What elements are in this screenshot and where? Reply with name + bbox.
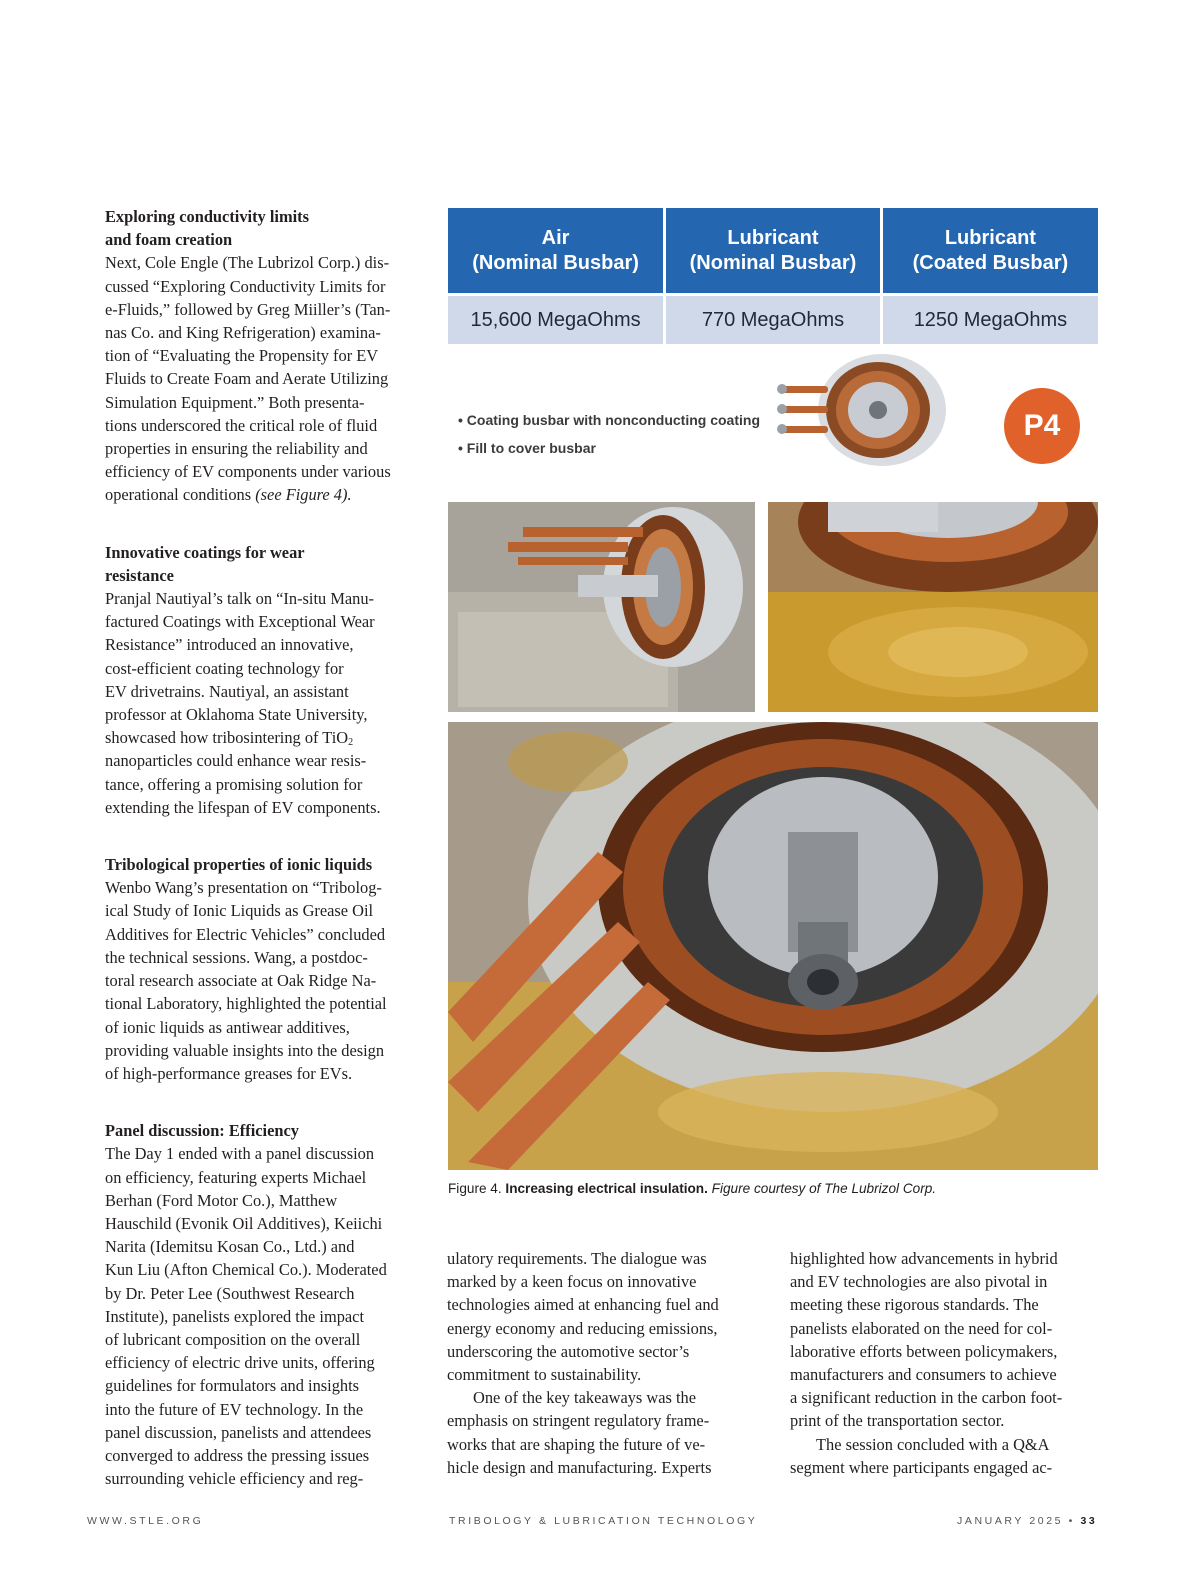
caption-title: Increasing electrical insulation. xyxy=(505,1181,708,1196)
body-line: e-Fluids,” followed by Greg Miiller’s (Tan- xyxy=(105,299,391,319)
body-line: of ionic liquids as antiwear additives, xyxy=(105,1017,350,1037)
body-line: surrounding vehicle efficiency and reg- xyxy=(105,1469,364,1489)
footer-publication: TRIBOLOGY & LUBRICATION TECHNOLOGY xyxy=(449,1515,758,1527)
body-line: cussed “Exploring Conductivity Limits for xyxy=(105,276,386,296)
body-line xyxy=(105,483,417,506)
body-line: of lubricant composition on the overall xyxy=(105,1329,361,1349)
body-line: nanoparticles could enhance wear resis- xyxy=(105,751,367,771)
figure-reference: (see Figure 4). xyxy=(255,485,352,505)
table-cell: 1250 MegaOhms xyxy=(881,295,1098,344)
table-header-cell xyxy=(881,208,1098,295)
body-line: One of the key takeaways was the xyxy=(473,1388,697,1408)
column-paragraph xyxy=(790,1247,1102,1433)
body-line: EV drivetrains. Nautiyal, an assistant xyxy=(105,681,349,701)
table-row xyxy=(448,295,1098,344)
body-line: cost-efficient coating technology for xyxy=(105,658,344,678)
body-line: energy economy and reducing emissions, xyxy=(447,1318,718,1338)
body-line: ical Study of Ionic Liquids as Grease Oil xyxy=(105,901,374,921)
insulation-table xyxy=(448,208,1098,344)
heading-line: and foam creation xyxy=(105,230,233,250)
heading-line: resistance xyxy=(105,565,174,585)
body-line: manufacturers and consumers to achieve xyxy=(790,1365,1057,1385)
body-line: ulatory requirements. The dialogue was xyxy=(447,1249,707,1268)
section-ionic-liquids xyxy=(105,853,417,1085)
body-line: extending the lifespan of EV components. xyxy=(105,797,381,817)
left-column xyxy=(105,205,417,1524)
motor-stator-submerged-photo xyxy=(448,722,1098,1170)
body-line: print of the transportation sector. xyxy=(790,1411,1005,1431)
body-line: a significant reduction in the carbon foot- xyxy=(790,1388,1063,1408)
body-line: marked by a keen focus on innovative xyxy=(447,1272,697,1292)
body-text: showcased how tribosintering of TiO xyxy=(105,728,349,748)
body-line: the technical sessions. Wang, a postdoc- xyxy=(105,947,368,967)
p4-badge: P4 xyxy=(1004,388,1080,464)
figure-caption xyxy=(448,1181,936,1196)
figure-bullets xyxy=(458,406,760,462)
section-panel-discussion xyxy=(105,1119,417,1490)
footer-date-page xyxy=(957,1515,1097,1527)
section-heading xyxy=(105,1119,417,1142)
column-c xyxy=(790,1247,1102,1479)
bullet-item: • Fill to cover busbar xyxy=(458,440,596,456)
body-line: tance, offering a promising solution for xyxy=(105,774,363,794)
body-line: toral research associate at Oak Ridge Na- xyxy=(105,971,377,991)
body-line: panel discussion, panelists and attendees xyxy=(105,1422,372,1442)
body-line: hicle design and manufacturing. Experts xyxy=(447,1457,712,1477)
header-line: (Nominal Busbar) xyxy=(472,251,639,274)
motor-thumbnail-image xyxy=(772,352,968,468)
body-line: The session concluded with a Q&A xyxy=(816,1434,1050,1454)
body-line: into the future of EV technology. In the xyxy=(105,1399,364,1419)
body-text: operational conditions xyxy=(105,485,256,505)
caption-label: Figure 4. xyxy=(448,1181,506,1196)
table-header-cell xyxy=(665,208,882,295)
body-line: professor at Oklahoma State University, xyxy=(105,705,368,725)
motor-oil-closeup-photo xyxy=(768,502,1098,712)
body-line: The Day 1 ended with a panel discussion xyxy=(105,1144,375,1164)
body-line: laborative efforts between policymakers, xyxy=(790,1341,1058,1361)
header-line: Air xyxy=(541,226,570,249)
table-cell: 15,600 MegaOhms xyxy=(448,295,665,344)
header-line: (Nominal Busbar) xyxy=(689,251,857,274)
body-line: emphasis on stringent regulatory frame- xyxy=(447,1411,710,1431)
body-line: works that are shaping the future of ve- xyxy=(447,1434,706,1454)
heading-line: Innovative coatings for wear xyxy=(105,542,305,562)
subscript: 2 xyxy=(348,737,354,749)
body-line: tions underscored the critical role of fluid xyxy=(105,415,378,435)
column-paragraph xyxy=(447,1247,767,1386)
body-line: Kun Liu (Afton Chemical Co.). Moderated xyxy=(105,1260,387,1280)
bullet-item: • Coating busbar with nonconducting coating xyxy=(458,412,760,428)
body-line: Wenbo Wang’s presentation on “Tribolog- xyxy=(105,878,382,898)
body-line: efficiency of EV components under various xyxy=(105,462,391,482)
body-line: Simulation Equipment.” Both presenta- xyxy=(105,392,365,412)
body-line: Narita (Idemitsu Kosan Co., Ltd.) and xyxy=(105,1237,355,1257)
footer-url: WWW.STLE.ORG xyxy=(87,1515,204,1527)
column-paragraph xyxy=(447,1386,767,1479)
header-line: Lubricant xyxy=(727,226,819,249)
body-line: panelists elaborated on the need for col- xyxy=(790,1318,1053,1338)
column-b xyxy=(447,1247,767,1479)
caption-credit: Figure courtesy of The Lubrizol Corp. xyxy=(707,1181,937,1196)
body-line: Additives for Electric Vehicles” concluded xyxy=(105,924,386,944)
heading-line: Panel discussion: Efficiency xyxy=(105,1121,299,1141)
section-heading xyxy=(105,541,417,587)
body-line: commitment to sustainability. xyxy=(447,1365,642,1385)
body-line: factured Coatings with Exceptional Wear xyxy=(105,612,375,632)
body-line: segment where participants engaged ac- xyxy=(790,1457,1053,1477)
body-line: of high-performance greases for EVs. xyxy=(105,1063,353,1083)
body-line: Berhan (Ford Motor Co.), Matthew xyxy=(105,1190,338,1210)
body-line: Resistance” introduced an innovative, xyxy=(105,635,354,655)
body-line xyxy=(105,726,417,749)
motor-in-tray-photo xyxy=(448,502,755,712)
body-line: efficiency of electric drive units, offering xyxy=(105,1353,375,1373)
body-line: Pranjal Nautiyal’s talk on “In-situ Manu- xyxy=(105,589,375,609)
section-heading xyxy=(105,853,417,876)
body-line: by Dr. Peter Lee (Southwest Research xyxy=(105,1283,355,1303)
table-header-row xyxy=(448,208,1098,295)
heading-line: Exploring conductivity limits xyxy=(105,207,309,226)
body-line: nas Co. and King Refrigeration) examina- xyxy=(105,323,381,343)
body-line: converged to address the pressing issues xyxy=(105,1445,370,1465)
body-line: Fluids to Create Foam and Aerate Utilizing xyxy=(105,369,389,389)
footer-separator: • xyxy=(1068,1515,1075,1527)
body-line: providing valuable insights into the design xyxy=(105,1040,385,1060)
header-line: (Coated Busbar) xyxy=(912,251,1069,274)
page-number: 33 xyxy=(1080,1515,1098,1527)
section-body xyxy=(105,876,417,1085)
header-line: Lubricant xyxy=(944,226,1036,249)
body-line: and EV technologies are also pivotal in xyxy=(790,1272,1048,1292)
body-line: tional Laboratory, highlighted the potential xyxy=(105,994,387,1014)
body-line: properties in ensuring the reliability and xyxy=(105,439,368,459)
body-line: highlighted how advancements in hybrid xyxy=(790,1249,1058,1268)
section-body xyxy=(105,587,417,819)
section-conductivity xyxy=(105,205,417,507)
table-header-cell xyxy=(448,208,665,295)
body-line: tion of “Evaluating the Propensity for EV xyxy=(105,346,379,366)
body-line: Hauschild (Evonik Oil Additives), Keiichi xyxy=(105,1213,383,1233)
body-line: underscoring the automotive sector’s xyxy=(447,1341,690,1361)
body-line: technologies aimed at enhancing fuel and xyxy=(447,1295,719,1315)
column-paragraph xyxy=(790,1433,1102,1479)
table-cell: 770 MegaOhms xyxy=(665,295,882,344)
footer-date: JANUARY 2025 xyxy=(957,1515,1064,1527)
section-heading xyxy=(105,205,417,251)
heading-line: Tribological properties of ionic liquids xyxy=(105,855,373,875)
body-line: meeting these rigorous standards. The xyxy=(790,1295,1039,1315)
body-line: on efficiency, featuring experts Michael xyxy=(105,1167,367,1187)
section-body xyxy=(105,1142,417,1490)
section-body xyxy=(105,251,417,506)
body-line: Next, Cole Engle (The Lubrizol Corp.) dis- xyxy=(105,253,390,273)
section-coatings xyxy=(105,541,417,819)
body-line: Institute), panelists explored the impact xyxy=(105,1306,364,1326)
body-line: guidelines for formulators and insights xyxy=(105,1376,360,1396)
